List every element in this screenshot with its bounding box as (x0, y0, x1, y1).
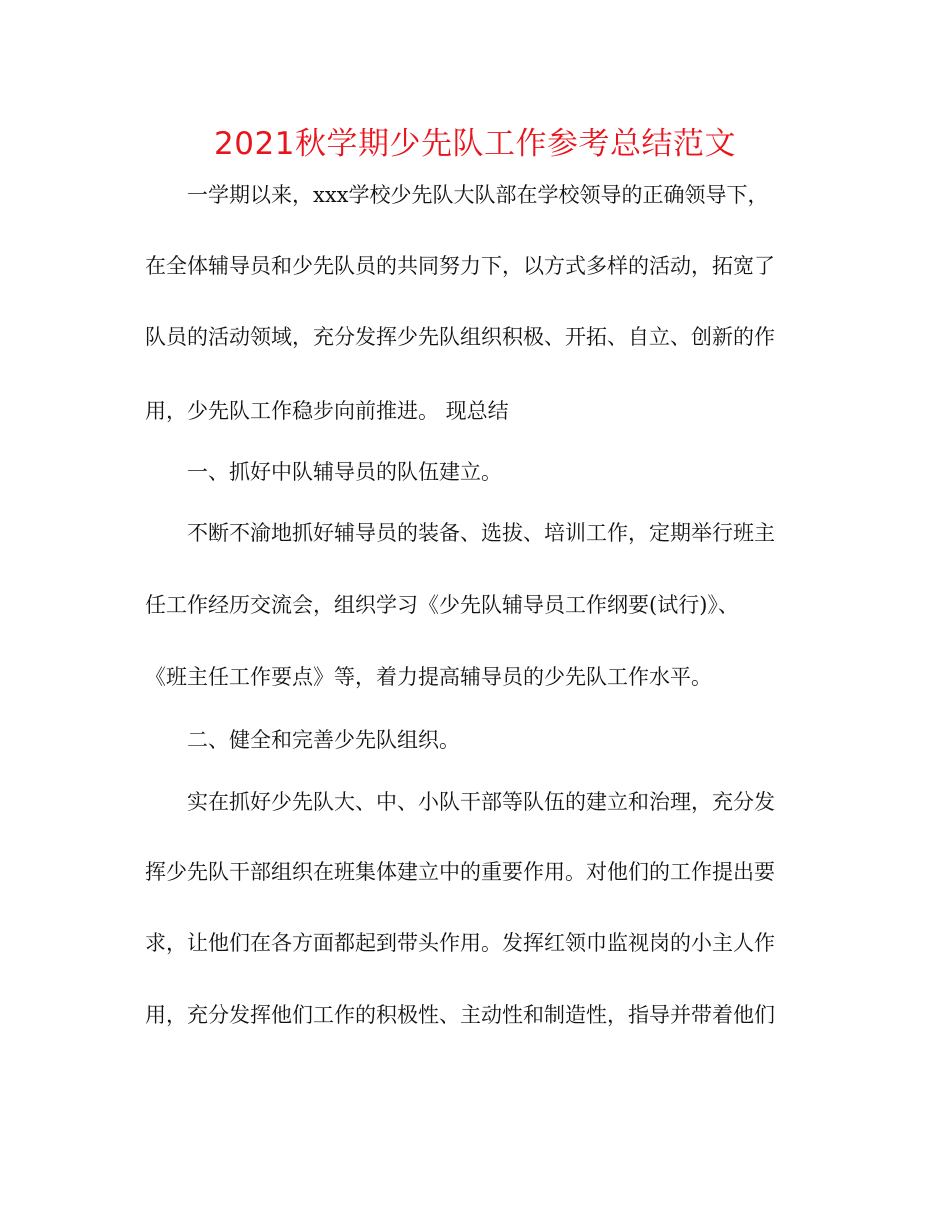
paragraph-2-line-3: 《班主任工作要点》等，着力提高辅导员的少先队工作水平。 (145, 665, 712, 689)
section-heading-2: 二、健全和完善少先队组织。 (187, 728, 460, 752)
section-heading-1: 一、抓好中队辅导员的队伍建立。 (187, 460, 502, 484)
paragraph-1-line-2: 在全体辅导员和少先队员的共同努力下，以方式多样的活动，拓宽了 (145, 254, 775, 278)
paragraph-3-line-4: 用，充分发挥他们工作的积极性、主动性和制造性，指导并带着他们 (145, 1003, 775, 1027)
paragraph-2-line-2: 任工作经历交流会，组织学习《少先队辅导员工作纲要(试行)》、 (145, 593, 739, 617)
paragraph-1-line-1: 一学期以来，xxx学校少先队大队部在学校领导的正确领导下， (187, 183, 769, 207)
paragraph-3-line-2: 挥少先队干部组织在班集体建立中的重要作用。对他们的工作提出要 (145, 860, 775, 884)
paragraph-1-line-3: 队员的活动领域，充分发挥少先队组织积极、开拓、自立、创新的作 (145, 325, 775, 349)
paragraph-2-line-1: 不断不渝地抓好辅导员的装备、选拔、培训工作，定期举行班主 (187, 521, 775, 545)
paragraph-3-line-3: 求，让他们在各方面都起到带头作用。发挥红领巾监视岗的小主人作 (145, 931, 775, 955)
paragraph-3-line-1: 实在抓好少先队大、中、小队干部等队伍的建立和治理，充分发 (187, 790, 775, 814)
document-title: 2021秋学期少先队工作参考总结范文 (214, 126, 736, 162)
paragraph-1-line-4: 用，少先队工作稳步向前推进。 现总结 (145, 399, 509, 423)
